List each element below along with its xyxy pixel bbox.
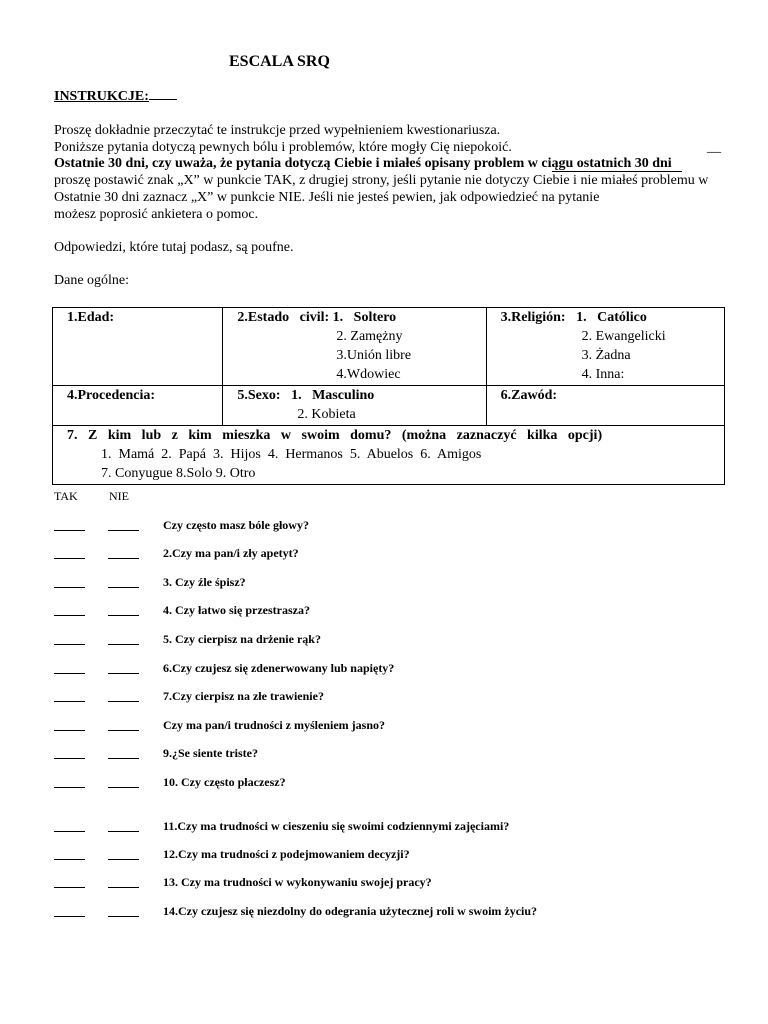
yes-answer-blank[interactable]	[54, 730, 85, 731]
paragraph-line: Proszę dokładnie przeczytać te instrukcje przed wypełnieniem kwestionariusza.	[54, 123, 501, 138]
yes-answer-blank[interactable]	[54, 615, 85, 616]
key-instruction	[54, 156, 682, 172]
no-answer-blank[interactable]	[108, 758, 139, 759]
civil-status-label: 2.Estado civil:	[237, 310, 330, 325]
yes-answer-blank[interactable]	[54, 758, 85, 759]
yes-answer-blank[interactable]	[54, 787, 85, 788]
key-instruction-part2: ągu ostatnich 30 dni	[551, 156, 672, 171]
religion-label: 3.Religión:	[500, 310, 566, 325]
household-question: 7. Z kim lub z kim mieszka w swoim domu? (można zaznaczyć kilka opcji)	[67, 428, 603, 443]
no-answer-blank[interactable]	[108, 558, 139, 559]
religion-option: 1. Católico	[576, 310, 647, 325]
origin-cell[interactable]	[53, 386, 223, 426]
question-text: 7.Czy cierpisz na złe trawienie?	[163, 689, 324, 703]
no-answer-blank[interactable]	[108, 615, 139, 616]
household-options: 1. Mamá 2. Papá 3. Hijos 4. Hermanos 5. Abuelos 6. Amigos	[101, 447, 482, 462]
age-label: 1.Edad:	[67, 310, 115, 325]
question-text: 2.Czy ma pan/i zły apetyt?	[163, 546, 299, 560]
continuation-line: proszę postawić znak „X” w punkcie TAK, z drugiej strony, jeśli pytanie nie dotyczy Ciebie i nie miałeś problemu w	[54, 173, 709, 188]
religion-option: 4. Inna:	[581, 367, 625, 382]
yes-answer-blank[interactable]	[54, 587, 85, 588]
no-answer-blank[interactable]	[108, 530, 139, 531]
general-data-table	[52, 307, 725, 485]
no-answer-blank[interactable]	[108, 916, 139, 917]
no-answer-blank[interactable]	[108, 644, 139, 645]
religion-cell[interactable]	[486, 308, 724, 386]
question-text: 14.Czy czujesz się niezdolny do odegrania użytecznej roli w swoim życiu?	[163, 904, 538, 918]
heading-underline-gap	[149, 99, 177, 100]
question-text: 3. Czy źle śpisz?	[163, 575, 246, 589]
no-answer-blank[interactable]	[108, 787, 139, 788]
job-label: 6.Zawód:	[500, 388, 558, 403]
yes-answer-blank[interactable]	[54, 673, 85, 674]
civil-option: 2. Zamężny	[336, 329, 403, 344]
no-answer-blank[interactable]	[108, 701, 139, 702]
paragraph-line: Poniższe pytania dotyczą pewnych bólu i problemów, które mogły Cię niepokoić.	[54, 140, 512, 155]
trailing-underscore: __	[707, 140, 721, 155]
confidential-note: Odpowiedzi, które tutaj podasz, są poufne.	[54, 240, 294, 255]
question-text: 6.Czy czujesz się zdenerwowany lub napięty?	[163, 661, 395, 675]
household-cell[interactable]	[53, 426, 725, 485]
household-options: 7. Conyugue 8.Solo 9. Otro	[101, 466, 256, 481]
yes-answer-blank[interactable]	[54, 887, 85, 888]
yes-answer-blank[interactable]	[54, 530, 85, 531]
yes-answer-blank[interactable]	[54, 916, 85, 917]
no-answer-blank[interactable]	[108, 673, 139, 674]
question-text: 9.¿Se siente triste?	[163, 746, 258, 760]
question-text: Czy często masz bóle głowy?	[163, 518, 309, 532]
origin-label: 4.Procedencia:	[67, 388, 155, 403]
sex-option: 1. Masculino	[291, 388, 375, 403]
yes-column-header: TAK	[54, 489, 78, 503]
yes-answer-blank[interactable]	[54, 701, 85, 702]
no-answer-blank[interactable]	[108, 859, 139, 860]
question-text: 10. Czy często płaczesz?	[163, 775, 286, 789]
yes-answer-blank[interactable]	[54, 644, 85, 645]
no-answer-blank[interactable]	[108, 831, 139, 832]
page-title: ESCALA SRQ	[229, 53, 330, 70]
key-instruction-tail	[672, 156, 683, 172]
religion-option: 2. Ewangelicki	[581, 329, 666, 344]
yes-answer-blank[interactable]	[54, 859, 85, 860]
civil-status-cell[interactable]	[223, 308, 486, 386]
civil-option: 1. Soltero	[332, 310, 397, 325]
no-answer-blank[interactable]	[108, 887, 139, 888]
continuation-line: możesz poprosić ankietera o pomoc.	[54, 207, 259, 222]
sex-label: 5.Sexo:	[237, 388, 281, 403]
sex-cell[interactable]	[223, 386, 486, 426]
yes-answer-blank[interactable]	[54, 558, 85, 559]
no-column-header: NIE	[109, 489, 129, 503]
yes-answer-blank[interactable]	[54, 831, 85, 832]
question-text: 13. Czy ma trudności w wykonywaniu swojej pracy?	[163, 875, 432, 889]
civil-option: 4.Wdowiec	[336, 367, 401, 382]
instructions-heading	[54, 89, 177, 105]
question-text: 5. Czy cierpisz na drżenie rąk?	[163, 632, 321, 646]
question-text: Czy ma pan/i trudności z myśleniem jasno?	[163, 718, 385, 732]
key-instruction-part1: Ostatnie 30 dni, czy uważa, że pytania dotyczą Ciebie i miałeś opisany problem w ci	[54, 156, 552, 171]
civil-option: 3.Unión libre	[336, 348, 412, 363]
question-text: 12.Czy ma trudności z podejmowaniem decyzji?	[163, 847, 410, 861]
continuation-line: Ostatnie 30 dni zaznacz „X” w punkcie NIE. Jeśli nie jesteś pewien, jak odpowiedzieć na pytanie	[54, 190, 600, 205]
question-text: 4. Czy łatwo się przestrasza?	[163, 603, 310, 617]
job-cell[interactable]	[486, 386, 724, 426]
age-cell[interactable]	[53, 308, 223, 386]
sex-option: 2. Kobieta	[297, 407, 356, 422]
instructions-heading-text: INSTRUKCJE:	[54, 89, 149, 104]
general-data-label: Dane ogólne:	[54, 273, 130, 288]
religion-option: 3. Żadna	[581, 348, 631, 363]
question-text: 11.Czy ma trudności w cieszeniu się swoimi codziennymi zajęciami?	[163, 819, 510, 833]
no-answer-blank[interactable]	[108, 730, 139, 731]
no-answer-blank[interactable]	[108, 587, 139, 588]
